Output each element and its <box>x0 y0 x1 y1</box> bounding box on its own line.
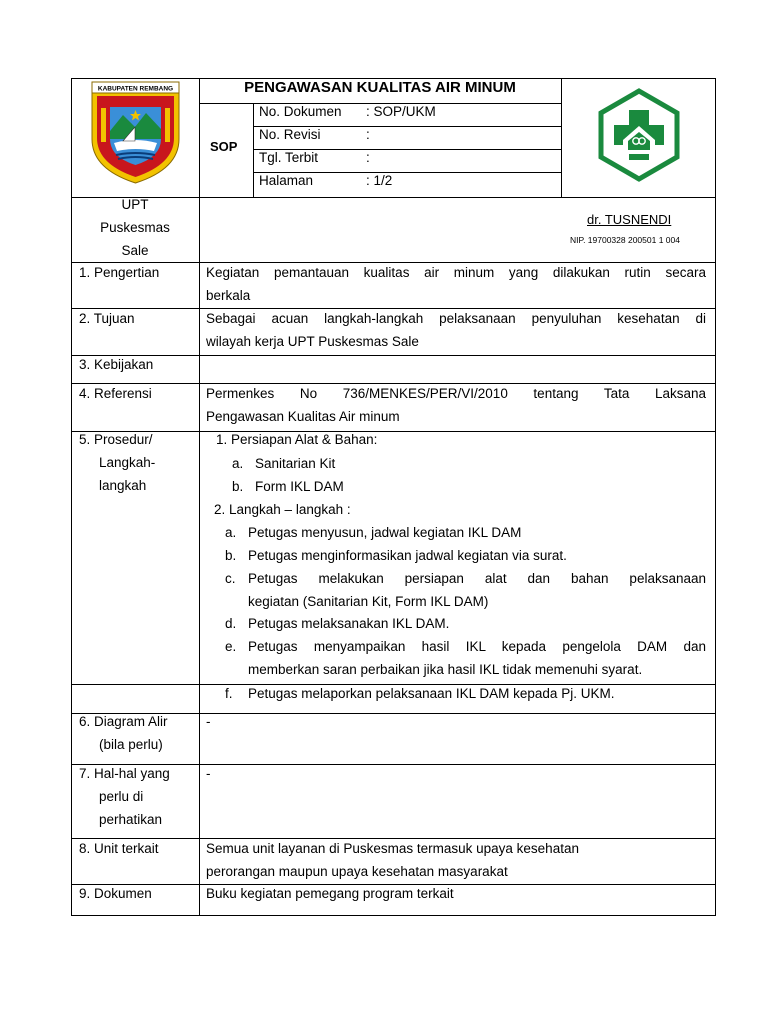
persiapan-item-b: Form IKL DAM <box>255 479 344 494</box>
label-diagram-1: 6. Diagram Alir <box>79 714 168 729</box>
step-marker-f: f. <box>225 686 233 701</box>
signer-nip: NIP. 19700328 200501 1 004 <box>570 235 680 245</box>
meta-value-page: : 1/2 <box>366 173 393 188</box>
meta-value-rev: : <box>366 127 370 142</box>
label-diagram-2: (bila perlu) <box>99 737 163 752</box>
tujuan-line-1: Sebagai acuan langkah-langkah pelaksanaan penyuluhan kesehatan di <box>206 311 706 326</box>
meta-value-date: : <box>366 150 370 165</box>
signer-name: dr. TUSNENDI <box>587 212 672 227</box>
meta-value-doc: : SOP/UKM <box>366 104 436 119</box>
meta-label-doc: No. Dokumen <box>259 104 342 119</box>
tujuan-line-2: wilayah kerja UPT Puskesmas Sale <box>206 334 419 349</box>
diagram-value: - <box>206 714 211 729</box>
persiapan-item-a: Sanitarian Kit <box>255 456 336 471</box>
persiapan-marker-b: b. <box>232 479 244 494</box>
step-marker-e: e. <box>225 639 237 654</box>
label-prosedur-2: Langkah- <box>99 455 156 470</box>
label-hal-3: perhatikan <box>99 812 163 827</box>
unit-line-3: Sale <box>121 243 149 258</box>
referensi-line-2: Pengawasan Kualitas Air minum <box>206 409 400 424</box>
label-hal-1: 7. Hal-hal yang <box>79 766 170 781</box>
step-b-line-1: Petugas menginformasikan jadwal kegiatan via surat. <box>248 548 567 563</box>
dokumen-value: Buku kegiatan pemegang program terkait <box>206 886 454 901</box>
label-hal-2: perlu di <box>99 789 144 804</box>
step-e-line-1: Petugas menyampaikan hasil IKL kepada pengelola DAM dan <box>248 639 706 654</box>
label-prosedur-1: 5. Prosedur/ <box>79 432 153 447</box>
label-prosedur-3: langkah <box>99 478 147 493</box>
label-kebijakan: 3. Kebijakan <box>79 357 154 372</box>
pengertian-line-1: Kegiatan pemantauan kualitas air minum yang dilakukan rutin secara <box>206 265 706 280</box>
label-referensi: 4. Referensi <box>79 386 152 401</box>
col-divider-meta <box>253 103 254 197</box>
unit-terkait-line-1: Semua unit layanan di Puskesmas termasuk upaya kesehatan <box>206 841 579 856</box>
step-d-line-1: Petugas melaksanakan IKL DAM. <box>248 616 450 631</box>
meta-label-rev: No. Revisi <box>259 127 321 142</box>
col-divider-header-mid <box>561 78 562 197</box>
step-a-line-1: Petugas menyusun, jadwal kegiatan IKL DAM <box>248 525 522 540</box>
step-marker-b: b. <box>225 548 237 563</box>
unit-line-1: UPT <box>121 197 149 212</box>
unit-line-2: Puskesmas <box>100 220 170 235</box>
step-c-line-2: kegiatan (Sanitarian Kit, Form IKL DAM) <box>248 594 489 609</box>
logo-banner-text: KABUPATEN REMBANG <box>97 85 174 93</box>
step-marker-a: a. <box>225 525 237 540</box>
label-unit-terkait: 8. Unit terkait <box>79 841 159 856</box>
step-e-line-2: memberkan saran perbaikan jika hasil IKL tidak memenuhi syarat. <box>248 662 643 677</box>
meta-label-date: Tgl. Terbit <box>259 150 319 165</box>
label-pengertian: 1. Pengertian <box>79 265 160 280</box>
step-f-line-1: Petugas melaporkan pelaksanaan IKL DAM kepada Pj. UKM. <box>248 686 615 701</box>
step-marker-d: d. <box>225 616 237 631</box>
row-rule-3 <box>71 355 716 356</box>
row-rule-5 <box>71 431 716 432</box>
label-tujuan: 2. Tujuan <box>79 311 135 326</box>
step-marker-c: c. <box>225 571 236 586</box>
meta-label-page: Halaman <box>259 173 314 188</box>
regency-emblem-icon <box>88 81 183 185</box>
langkah-title: 2. Langkah – langkah : <box>214 502 351 517</box>
hal-value: - <box>206 766 211 781</box>
persiapan-marker-a: a. <box>232 456 244 471</box>
label-dokumen: 9. Dokumen <box>79 886 152 901</box>
sop-label: SOP <box>210 139 238 154</box>
col-divider-left <box>199 78 200 916</box>
step-c-line-1: Petugas melakukan persiapan alat dan bahan pelaksanaan <box>248 571 706 586</box>
page-title: PENGAWASAN KUALITAS AIR MINUM <box>244 79 516 96</box>
persiapan-title: 1. Persiapan Alat & Bahan: <box>216 432 378 447</box>
puskesmas-logo-icon <box>592 88 686 182</box>
referensi-line-1: Permenkes No 736/MENKES/PER/VI/2010 tentang Tata Laksana <box>206 386 706 401</box>
unit-terkait-line-2: perorangan maupun upaya kesehatan masyarakat <box>206 864 508 879</box>
pengertian-line-2: berkala <box>206 288 251 303</box>
